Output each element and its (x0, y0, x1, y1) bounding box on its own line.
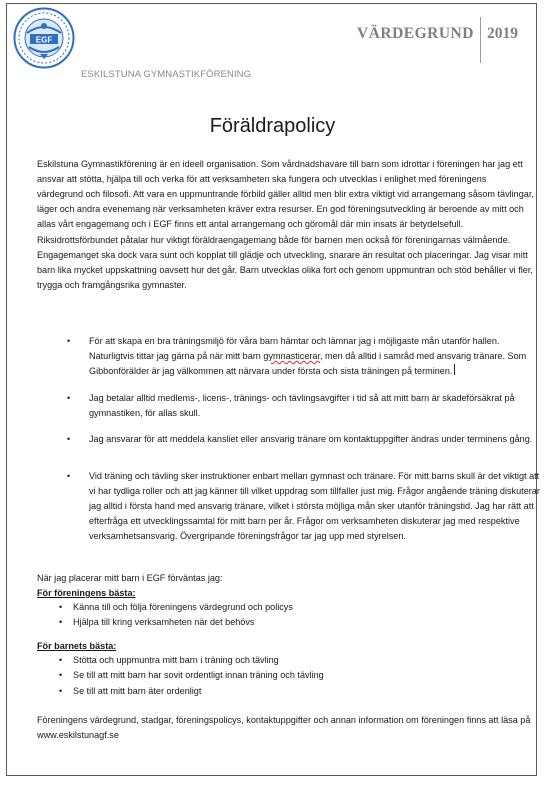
list-item: • Hjälpa till kring verksamheten när det behövs (59, 615, 293, 630)
document-page (6, 3, 540, 776)
bullet-item (67, 391, 541, 421)
header-title: VÄRDEGRUND (357, 25, 474, 42)
bullet-icon: • (67, 471, 71, 481)
bullet-icon: • (59, 655, 63, 665)
bullet-item (67, 469, 541, 544)
footer-paragraph: Föreningens värdegrund, stadgar, föreningspolicys, kontaktuppgifter och annan information om föreningen finns att läsa på www.eskilstunagf.se (37, 715, 531, 741)
bullet-text: För att skapa en bra träningsmiljö för våra barn hämtar och lämnar jag i möjligaste mån utanför hallen. Naturligtvis tittar jag gärna på när mitt barn gymnasticerar, men då alltid i samråd med ansvarig tränare. Som Gibbonförälder är jag välkommen att närvara under första och sista träningen på terminen. (89, 336, 527, 377)
intro-paragraph: Eskilstuna Gymnastikförening är en ideell organisation. Som vårdnadshavare till barn som idrottar i föreningen har jag ett ansvar att stötta, hjälpa till och verka för att verksamheten ska fungera och utvecklas i enlighet med föreningens värdegrund och filosofi. Att vara en uppmuntrande förbild gäller alltid men blir extra viktigt vid arrangemang såsom tävlingar, läger och andra evenemang när verksamheten kräver extra resurser. En god föreningsutveckling är beroende av mitt och allas vårt engagemang och i EGF finns ett antal arrangemang och göromål där min insats är betydelsefull. (37, 159, 534, 230)
logo-text: EGF (35, 35, 53, 45)
club-name: ESKILSTUNA GYMNASTIKFÖRENING (81, 69, 252, 80)
club-best-list (59, 600, 293, 631)
club-logo (13, 7, 75, 69)
bullet-text: Jag ansvarar för att meddela kansliet eller ansvarig tränare om kontaktuppgifter ändras under terminens gång. (89, 434, 533, 444)
document-title: Föräldrapolicy (209, 115, 336, 137)
club-best-heading: För föreningens bästa: (37, 588, 136, 598)
bullet-text: Jag betalar alltid medlems-, licens-, tränings- och tävlingsavgifter i tid så att mitt barn är skadeförsäkrat på gymnastiken, för allas skull. (89, 393, 515, 419)
header-separator (480, 17, 481, 63)
bullet-item (67, 334, 541, 379)
bullet-icon: • (59, 617, 63, 628)
bullet-icon: • (59, 670, 63, 681)
list-item: • Se till att mitt barn äter ordenligt (59, 684, 324, 699)
bullet-text: Vid träning och tävling sker instruktioner enbart mellan gymnast och tränare. För mitt barns skull är det viktigt att vi har tydliga roller och att jag känner till vilket uppdrag som tillfaller just mig. Frågor angående träning diskuterar jag alltid i första hand med ansvarig tränare, vilket i största möjliga mån sker utanför träningstid. Jag har rätt att efterfråga ett utvecklingssamtal för mitt barn per år. Frågor om verksamheten diskuterar jag med respektive verksamhetsansvarig. Övergripande föreningsfrågor tar jag upp med styrelsen. (89, 471, 540, 542)
list-item: • Se till att mitt barn har sovit ordentligt innan träning och tävling (59, 668, 324, 683)
text-cursor (454, 364, 455, 375)
spellcheck-word: gymnasticerar (263, 351, 320, 362)
bullet-icon: • (59, 602, 63, 612)
child-best-heading: För barnets bästa: (37, 641, 117, 651)
bullet-icon: • (59, 685, 63, 696)
riksidrott-paragraph: Riksidrottsförbundet påtalar hur viktigt föräldraengagemang både för barnen men också för föreningarnas välmående. Engagemanget ska dock vara sunt och kopplat till glädje och utveckling, snarare än resultat och placeringar. Jag visar mitt barn lika mycket uppskattning oavsett hur det går. Barn utvecklas olika fort och genom uppmuntran och stöd behåller vi fler, trygga och framgångsrika gymnaster. (37, 235, 533, 291)
expectation-intro: När jag placerar mitt barn i EGF förväntas jag: (37, 573, 223, 583)
list-item: • Känna till och följa föreningens värdegrund och policys (59, 600, 293, 615)
header-year: 2019 (487, 25, 518, 42)
bullet-icon: • (67, 393, 71, 403)
list-item: • Stötta och uppmuntra mitt barn i träning och tävling (59, 653, 324, 668)
child-best-list (59, 653, 324, 699)
bullet-icon: • (67, 336, 71, 346)
bullet-item (67, 432, 541, 447)
bullet-icon: • (67, 434, 71, 444)
